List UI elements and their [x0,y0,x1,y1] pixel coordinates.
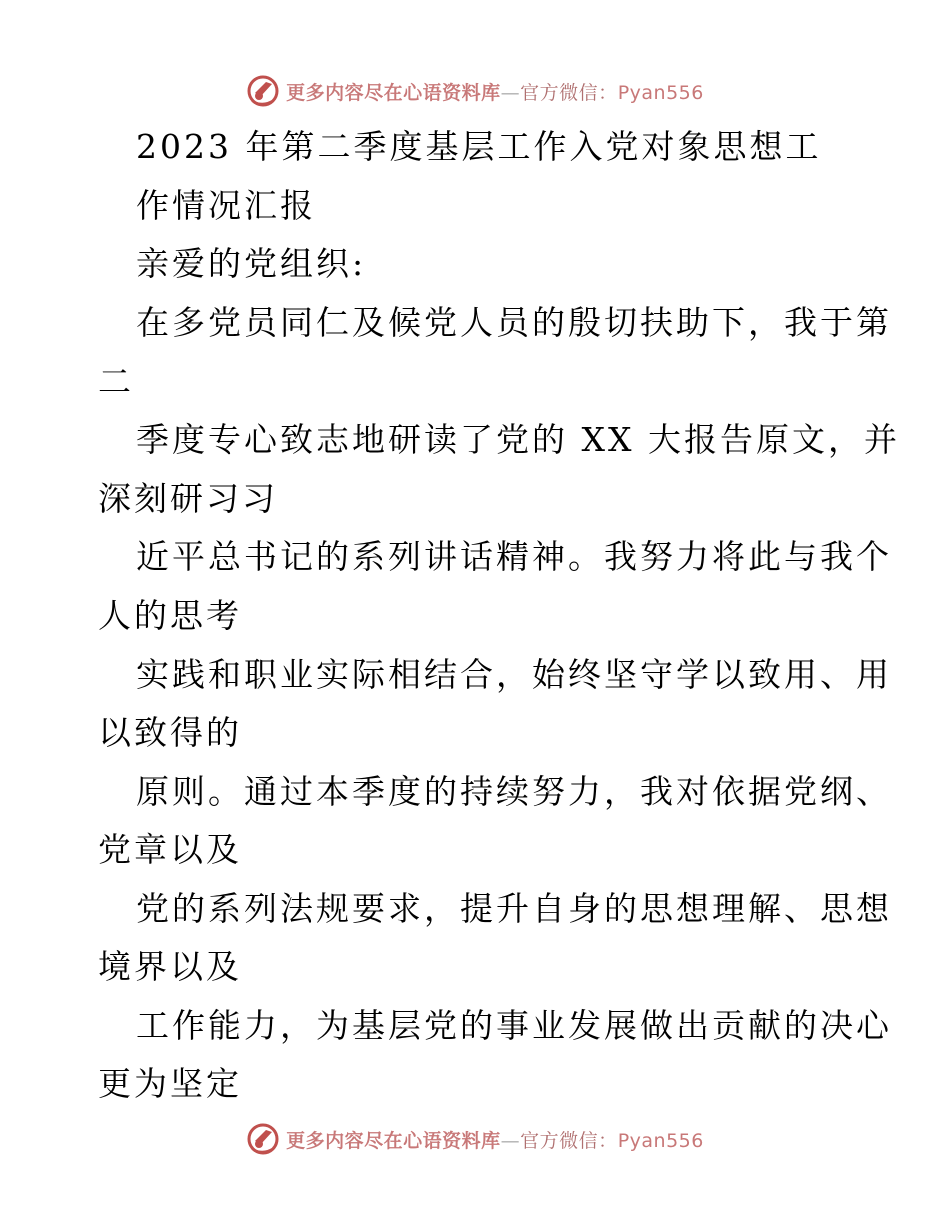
watermark-separator: — [500,81,521,104]
paragraph-line: 实践和职业实际相结合，始终坚守学以致用、用 [136,655,892,694]
paragraph-line: 工作能力，为基层党的事业发展做出贡献的决心 [136,1006,892,1045]
paragraph-line: 二 [98,362,134,401]
paragraph-line: 人的思考 [98,596,242,635]
watermark-main-text: 更多内容尽在心语资料库 [286,81,501,104]
watermark-sub-text: 官方微信： [520,1129,618,1152]
document-title-line-1: 2023 年第二季度基层工作入党对象思想工 [136,127,822,166]
paragraph-line: 党的系列法规要求，提升自身的思想理解、思想 [136,889,892,928]
paragraph-line: 在多党员同仁及候党人员的殷切扶助下，我于第 [136,303,892,342]
paragraph-line: 原则。通过本季度的持续努力，我对依据党纲、 [136,772,892,811]
salutation: 亲爱的党组织: [136,244,367,283]
document-title-line-2: 作情况汇报 [136,186,316,225]
paragraph-line: 境界以及 [98,947,242,986]
watermark-id: Pyan556 [617,1129,704,1152]
paragraph-line: 党章以及 [98,830,242,869]
seal-logo-icon [246,1122,280,1156]
paragraph-line: 季度专心致志地研读了党的 XX 大报告原文，并 [136,420,900,459]
paragraph-line: 以致得的 [98,713,242,752]
paragraph-line: 更为坚定 [98,1064,242,1103]
watermark-main-text: 更多内容尽在心语资料库 [286,1129,501,1152]
paragraph-line: 近平总书记的系列讲话精神。我努力将此与我个 [136,537,892,576]
watermark-separator: — [500,1129,521,1152]
footer-watermark [0,1119,950,1159]
watermark-id: Pyan556 [617,81,704,104]
paragraph-line: 深刻研习习 [98,479,278,518]
watermark-sub-text: 官方微信： [520,81,618,104]
